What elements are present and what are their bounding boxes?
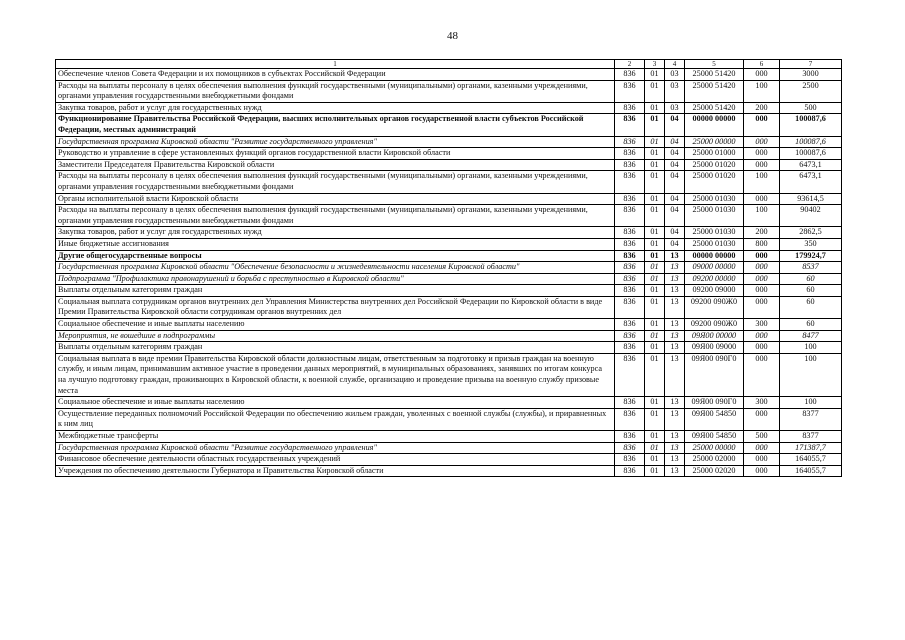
row-subsection-cell: 03 (665, 80, 685, 102)
row-amount-cell: 100 (780, 397, 842, 409)
row-expense-type-cell: 000 (744, 442, 780, 454)
row-section-cell: 01 (645, 285, 665, 297)
row-code-cell: 836 (615, 330, 645, 342)
table-row (56, 69, 842, 81)
row-code-cell: 836 (615, 80, 645, 102)
row-subsection-cell: 13 (665, 454, 685, 466)
row-amount-cell: 8377 (780, 408, 842, 430)
row-code-cell: 836 (615, 442, 645, 454)
row-target-article-cell: 09200 090Ж0 (685, 319, 744, 331)
row-name-cell: Закупка товаров, работ и услуг для государственных нужд (56, 227, 615, 239)
row-name-cell: Другие общегосударственные вопросы (56, 250, 615, 262)
row-code-cell: 836 (615, 238, 645, 250)
table-row (56, 193, 842, 205)
row-section-cell: 01 (645, 454, 665, 466)
row-code-cell: 836 (615, 454, 645, 466)
row-code-cell: 836 (615, 353, 645, 396)
header-cell: 1 (56, 60, 615, 69)
row-target-article-cell: 25000 00000 (685, 442, 744, 454)
table-row (56, 442, 842, 454)
row-expense-type-cell: 000 (744, 193, 780, 205)
table-row (56, 353, 842, 396)
row-name-cell: Закупка товаров, работ и услуг для государственных нужд (56, 102, 615, 114)
row-section-cell: 01 (645, 148, 665, 160)
row-section-cell: 01 (645, 193, 665, 205)
row-target-article-cell: 09Я00 54850 (685, 431, 744, 443)
row-amount-cell: 179924,7 (780, 250, 842, 262)
row-subsection-cell: 13 (665, 397, 685, 409)
row-target-article-cell: 25000 01020 (685, 159, 744, 171)
row-expense-type-cell: 000 (744, 148, 780, 160)
table-row (56, 431, 842, 443)
header-cell: 6 (744, 60, 780, 69)
row-name-cell: Руководство и управление в сфере установленных функций органов государственной власти Кировской области (56, 148, 615, 160)
row-code-cell: 836 (615, 69, 645, 81)
row-subsection-cell: 04 (665, 238, 685, 250)
row-name-cell: Осуществление переданных полномочий Российской Федерации по обеспечению жильем граждан, уволенных с военной службы (службы), и приравненных к ним лиц (56, 408, 615, 430)
row-section-cell: 01 (645, 397, 665, 409)
row-subsection-cell: 03 (665, 102, 685, 114)
row-amount-cell: 6473,1 (780, 159, 842, 171)
row-code-cell: 836 (615, 205, 645, 227)
row-target-article-cell: 00000 00000 (685, 114, 744, 136)
row-section-cell: 01 (645, 205, 665, 227)
table-row (56, 408, 842, 430)
row-code-cell: 836 (615, 296, 645, 318)
row-section-cell: 01 (645, 442, 665, 454)
row-expense-type-cell: 800 (744, 238, 780, 250)
row-target-article-cell: 25000 01000 (685, 148, 744, 160)
row-section-cell: 01 (645, 238, 665, 250)
row-subsection-cell: 04 (665, 136, 685, 148)
row-section-cell: 01 (645, 114, 665, 136)
row-name-cell: Расходы на выплаты персоналу в целях обеспечения выполнения функций государственными (муниципальными) органами, казенными учреждениями, органами управления государственными внебюджетными фондами (56, 205, 615, 227)
row-section-cell: 01 (645, 319, 665, 331)
row-name-cell: Расходы на выплаты персоналу в целях обеспечения выполнения функций государственными (муниципальными) органами, казенными учреждениями, органами управления государственными внебюджетными фондами (56, 80, 615, 102)
row-section-cell: 01 (645, 227, 665, 239)
row-target-article-cell: 09200 090Ж0 (685, 296, 744, 318)
row-target-article-cell: 25000 01030 (685, 238, 744, 250)
row-name-cell: Обеспечение членов Совета Федерации и их помощников в субъектах Российской Федерации (56, 69, 615, 81)
row-subsection-cell: 04 (665, 205, 685, 227)
row-name-cell: Государственная программа Кировской области "Развитие государственного управления" (56, 136, 615, 148)
row-expense-type-cell: 000 (744, 330, 780, 342)
row-expense-type-cell: 000 (744, 273, 780, 285)
header-cell: 2 (615, 60, 645, 69)
row-code-cell: 836 (615, 397, 645, 409)
row-expense-type-cell: 200 (744, 102, 780, 114)
row-amount-cell: 8537 (780, 262, 842, 274)
row-name-cell: Расходы на выплаты персоналу в целях обеспечения выполнения функций государственными (муниципальными) органами, казенными учреждениями, органами управления государственными внебюджетными фондами (56, 171, 615, 193)
row-expense-type-cell: 100 (744, 205, 780, 227)
table-row (56, 454, 842, 466)
row-subsection-cell: 13 (665, 465, 685, 477)
row-expense-type-cell: 200 (744, 227, 780, 239)
table-row (56, 319, 842, 331)
row-target-article-cell: 25000 51420 (685, 102, 744, 114)
row-section-cell: 01 (645, 250, 665, 262)
row-name-cell: Межбюджетные трансферты (56, 431, 615, 443)
row-target-article-cell: 25000 00000 (685, 136, 744, 148)
table-row (56, 205, 842, 227)
row-expense-type-cell: 000 (744, 342, 780, 354)
row-target-article-cell: 09Я00 54850 (685, 408, 744, 430)
row-amount-cell: 100 (780, 353, 842, 396)
row-code-cell: 836 (615, 262, 645, 274)
row-amount-cell: 60 (780, 285, 842, 297)
row-amount-cell: 3000 (780, 69, 842, 81)
row-subsection-cell: 13 (665, 442, 685, 454)
table-row (56, 114, 842, 136)
table-row (56, 148, 842, 160)
table-header-row (56, 60, 842, 69)
row-expense-type-cell: 000 (744, 114, 780, 136)
row-expense-type-cell: 000 (744, 408, 780, 430)
row-amount-cell: 93614,5 (780, 193, 842, 205)
row-name-cell: Финансовое обеспечение деятельности областных государственных учреждений (56, 454, 615, 466)
row-target-article-cell: 25000 51420 (685, 69, 744, 81)
table-row (56, 171, 842, 193)
table-row (56, 102, 842, 114)
row-expense-type-cell: 000 (744, 69, 780, 81)
row-amount-cell: 100 (780, 342, 842, 354)
row-code-cell: 836 (615, 285, 645, 297)
row-name-cell: Социальное обеспечение и иные выплаты населению (56, 319, 615, 331)
table-row (56, 238, 842, 250)
table-row (56, 465, 842, 477)
row-subsection-cell: 04 (665, 114, 685, 136)
row-subsection-cell: 13 (665, 342, 685, 354)
row-name-cell: Выплаты отдельным категориям граждан (56, 342, 615, 354)
row-target-article-cell: 09Я00 090Г0 (685, 353, 744, 396)
row-name-cell: Подпрограмма "Профилактика правонарушений и борьба с преступностью в Кировской области" (56, 273, 615, 285)
row-target-article-cell: 09Я00 00000 (685, 330, 744, 342)
row-subsection-cell: 04 (665, 148, 685, 160)
row-section-cell: 01 (645, 342, 665, 354)
row-subsection-cell: 03 (665, 69, 685, 81)
row-amount-cell: 60 (780, 273, 842, 285)
row-code-cell: 836 (615, 431, 645, 443)
row-name-cell: Социальная выплата в виде премии Правительства Кировской области должностным лицам, ответственным за подготовку и призыв граждан на военную службу, и иным лицам, принимавшим активное участие в проведении данных мероприятий, в муниципальных образованиях, занявших по итогам конкурса на лучшую подготовку граждан, проживающих в Кировской области, к военной службе, организацию и проведение призыва на военную службу призовые места (56, 353, 615, 396)
row-expense-type-cell: 000 (744, 285, 780, 297)
row-code-cell: 836 (615, 159, 645, 171)
row-section-cell: 01 (645, 273, 665, 285)
header-cell: 5 (685, 60, 744, 69)
row-subsection-cell: 04 (665, 227, 685, 239)
row-name-cell: Государственная программа Кировской области "Обеспечение безопасности и жизнедеятельности населения Кировской области" (56, 262, 615, 274)
row-amount-cell: 500 (780, 102, 842, 114)
row-subsection-cell: 13 (665, 353, 685, 396)
table-row (56, 250, 842, 262)
row-subsection-cell: 13 (665, 250, 685, 262)
row-amount-cell: 100087,6 (780, 148, 842, 160)
row-amount-cell: 164055,7 (780, 465, 842, 477)
row-subsection-cell: 04 (665, 193, 685, 205)
table-row (56, 296, 842, 318)
row-amount-cell: 2862,5 (780, 227, 842, 239)
row-code-cell: 836 (615, 408, 645, 430)
row-target-article-cell: 09200 00000 (685, 273, 744, 285)
row-expense-type-cell: 100 (744, 80, 780, 102)
row-section-cell: 01 (645, 431, 665, 443)
row-section-cell: 01 (645, 408, 665, 430)
row-target-article-cell: 25000 02020 (685, 465, 744, 477)
row-code-cell: 836 (615, 465, 645, 477)
row-expense-type-cell: 000 (744, 465, 780, 477)
row-section-cell: 01 (645, 465, 665, 477)
row-subsection-cell: 13 (665, 262, 685, 274)
row-code-cell: 836 (615, 102, 645, 114)
row-code-cell: 836 (615, 319, 645, 331)
row-expense-type-cell: 000 (744, 353, 780, 396)
table-row (56, 159, 842, 171)
row-section-cell: 01 (645, 80, 665, 102)
row-code-cell: 836 (615, 250, 645, 262)
row-section-cell: 01 (645, 171, 665, 193)
row-name-cell: Выплаты отдельным категориям граждан (56, 285, 615, 297)
row-code-cell: 836 (615, 273, 645, 285)
row-section-cell: 01 (645, 330, 665, 342)
table-row (56, 262, 842, 274)
row-expense-type-cell: 000 (744, 136, 780, 148)
header-cell: 3 (645, 60, 665, 69)
row-code-cell: 836 (615, 171, 645, 193)
row-expense-type-cell: 000 (744, 250, 780, 262)
row-amount-cell: 8377 (780, 431, 842, 443)
row-code-cell: 836 (615, 136, 645, 148)
row-code-cell: 836 (615, 193, 645, 205)
row-amount-cell: 60 (780, 319, 842, 331)
page-number: 48 (447, 30, 458, 42)
row-target-article-cell: 09200 09000 (685, 285, 744, 297)
row-name-cell: Социальная выплата сотрудникам органов внутренних дел Управления Министерства внутренних дел Российской Федерации по Кировской области в виде Премии Правительства Кировской области сотрудникам органов внутренних дел (56, 296, 615, 318)
row-amount-cell: 100087,6 (780, 136, 842, 148)
row-code-cell: 836 (615, 114, 645, 136)
row-target-article-cell: 25000 01030 (685, 205, 744, 227)
table-row (56, 342, 842, 354)
row-code-cell: 836 (615, 148, 645, 160)
row-target-article-cell: 09Я00 090Г0 (685, 397, 744, 409)
row-subsection-cell: 13 (665, 296, 685, 318)
row-code-cell: 836 (615, 342, 645, 354)
row-amount-cell: 6473,1 (780, 171, 842, 193)
row-expense-type-cell: 000 (744, 159, 780, 171)
row-section-cell: 01 (645, 136, 665, 148)
row-expense-type-cell: 300 (744, 319, 780, 331)
row-subsection-cell: 13 (665, 330, 685, 342)
row-name-cell: Заместители Председателя Правительства Кировской области (56, 159, 615, 171)
row-target-article-cell: 25000 51420 (685, 80, 744, 102)
row-subsection-cell: 13 (665, 408, 685, 430)
row-target-article-cell: 25000 01030 (685, 227, 744, 239)
row-amount-cell: 171387,7 (780, 442, 842, 454)
row-target-article-cell: 00000 00000 (685, 250, 744, 262)
row-subsection-cell: 13 (665, 273, 685, 285)
row-name-cell: Мероприятия, не вошедшие в подпрограммы (56, 330, 615, 342)
row-amount-cell: 2500 (780, 80, 842, 102)
row-amount-cell: 100087,6 (780, 114, 842, 136)
row-section-cell: 01 (645, 102, 665, 114)
row-name-cell: Функционирование Правительства Российской Федерации, высших исполнительных органов государственной власти субъектов Российской Федерации, местных администраций (56, 114, 615, 136)
row-subsection-cell: 04 (665, 159, 685, 171)
row-section-cell: 01 (645, 262, 665, 274)
row-section-cell: 01 (645, 159, 665, 171)
table-row (56, 136, 842, 148)
table-row (56, 80, 842, 102)
row-section-cell: 01 (645, 296, 665, 318)
header-cell: 4 (665, 60, 685, 69)
row-expense-type-cell: 000 (744, 454, 780, 466)
table-row (56, 397, 842, 409)
row-amount-cell: 90402 (780, 205, 842, 227)
row-subsection-cell: 13 (665, 285, 685, 297)
header-cell: 7 (780, 60, 842, 69)
row-name-cell: Социальное обеспечение и иные выплаты населению (56, 397, 615, 409)
table-row (56, 285, 842, 297)
row-target-article-cell: 25000 02000 (685, 454, 744, 466)
table-row (56, 330, 842, 342)
row-expense-type-cell: 000 (744, 296, 780, 318)
row-name-cell: Органы исполнительной власти Кировской области (56, 193, 615, 205)
row-target-article-cell: 25000 01020 (685, 171, 744, 193)
row-section-cell: 01 (645, 353, 665, 396)
table-row (56, 227, 842, 239)
row-subsection-cell: 13 (665, 319, 685, 331)
row-amount-cell: 164055,7 (780, 454, 842, 466)
row-name-cell: Учреждения по обеспечению деятельности Губернатора и Правительства Кировской области (56, 465, 615, 477)
row-expense-type-cell: 300 (744, 397, 780, 409)
row-target-article-cell: 25000 01030 (685, 193, 744, 205)
budget-table (55, 59, 842, 477)
row-amount-cell: 60 (780, 296, 842, 318)
row-target-article-cell: 09000 00000 (685, 262, 744, 274)
row-section-cell: 01 (645, 69, 665, 81)
row-expense-type-cell: 100 (744, 171, 780, 193)
row-amount-cell: 8477 (780, 330, 842, 342)
row-name-cell: Государственная программа Кировской области "Развитие государственного управления" (56, 442, 615, 454)
row-code-cell: 836 (615, 227, 645, 239)
row-name-cell: Иные бюджетные ассигнования (56, 238, 615, 250)
row-target-article-cell: 09Я00 09000 (685, 342, 744, 354)
row-subsection-cell: 04 (665, 171, 685, 193)
row-amount-cell: 350 (780, 238, 842, 250)
row-subsection-cell: 13 (665, 431, 685, 443)
row-expense-type-cell: 000 (744, 262, 780, 274)
table-row (56, 273, 842, 285)
row-expense-type-cell: 500 (744, 431, 780, 443)
